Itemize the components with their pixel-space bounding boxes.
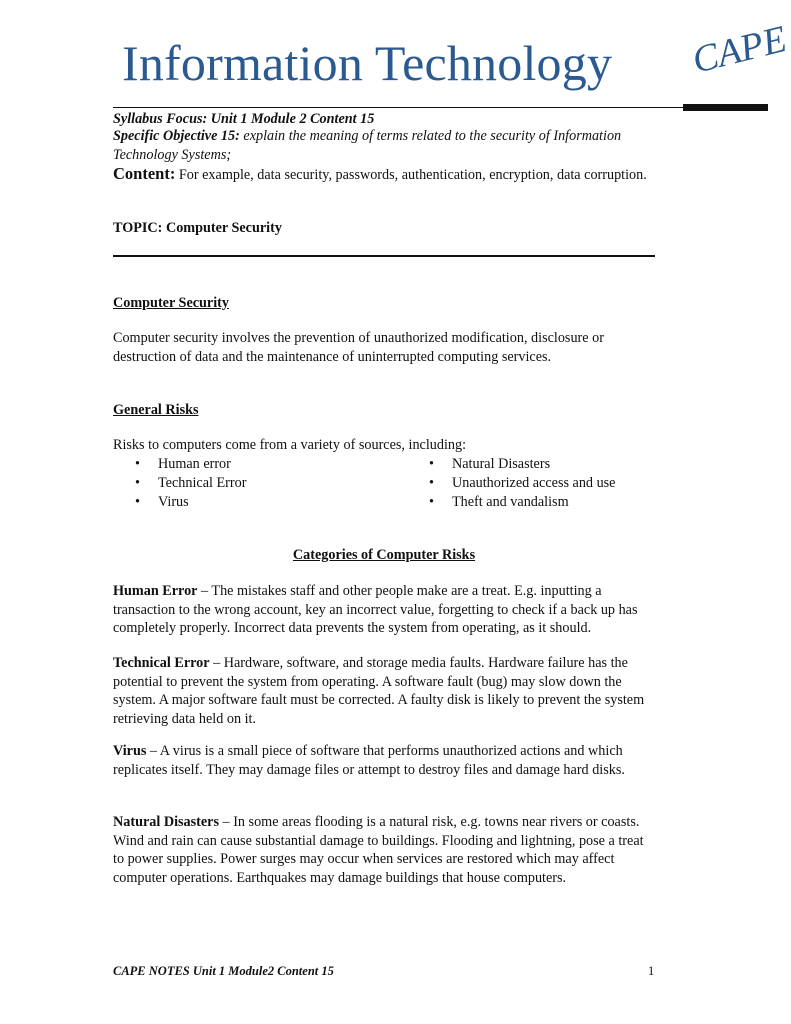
objective-text: explain the meaning of terms related to the security of Information Technology Systems; [113, 128, 622, 163]
category-term: Technical Error [113, 655, 210, 671]
footer-note: CAPE NOTES Unit 1 Module2 Content 15 [113, 964, 334, 978]
content-label: Content: [113, 164, 176, 183]
document-title: Information Technology [122, 35, 613, 91]
category-human-error [113, 582, 658, 638]
category-text: – Hardware, software, and storage media faults. Hardware failure has the potential to prevent the system from operating. A software fault (bug) may slow down the system. A major software fault must be corrected. A faulty disk is likely to prevent the system retrieving data held on it. [113, 655, 645, 727]
category-technical-error [113, 654, 658, 728]
category-term: Natural Disasters [113, 814, 219, 830]
computer-security-heading: Computer Security [113, 295, 229, 311]
category-text: – A virus is a small piece of software that performs unauthorized actions and which replicates itself. They may damage files or attempt to destroy files and damage hard disks. [113, 743, 625, 778]
objective-label: Specific Objective 15: [113, 128, 240, 144]
category-term: Human Error [113, 583, 198, 599]
risk-list-right [407, 455, 615, 512]
bullet-icon: • [429, 494, 434, 510]
general-risks-heading: General Risks [113, 402, 199, 418]
category-virus [113, 742, 658, 779]
content-text: For example, data security, passwords, authentication, encryption, data corruption. [175, 167, 647, 183]
bullet-icon: • [135, 475, 140, 491]
list-item: • Unauthorized access and use [429, 475, 616, 491]
cape-badge: CAPE [688, 17, 791, 82]
list-item: • Virus [135, 494, 189, 510]
categories-heading: Categories of Computer Risks [292, 547, 476, 563]
bullet-icon: • [135, 494, 140, 510]
list-item: • Technical Error [135, 475, 247, 491]
topic-line: TOPIC: Computer Security [113, 220, 282, 236]
list-item: • Theft and vandalism [429, 494, 569, 510]
category-text: – The mistakes staff and other people make are a treat. E.g. inputting a transaction to the wrong account, key an incorrect value, forgetting to check if a back up has completely properly. Incorrect data prevents the system from operating, as it should. [113, 583, 638, 636]
category-natural-disasters [113, 813, 658, 887]
category-term: Virus [113, 743, 147, 759]
computer-security-body: Computer security involves the prevention of unauthorized modification, disclosure or destruction of data and the maintenance of uninterrupted computing services. [113, 330, 604, 365]
bullet-icon: • [429, 456, 434, 472]
header-rule-accent [683, 104, 768, 111]
topic-rule [113, 255, 655, 257]
category-text: – In some areas flooding is a natural risk, e.g. towns near rivers or coasts. Wind and rain can cause substantial damage to buildings. Flooding and lightning, pose a treat to power supplies. Power surges may occur when services are restored which may affect computer operations. Earthquakes may damage buildings that house computers. [113, 814, 644, 886]
bullet-icon: • [429, 475, 434, 491]
syllabus-focus: Syllabus Focus: Unit 1 Module 2 Content 15 [113, 111, 375, 127]
page-number: 1 [648, 964, 655, 978]
general-risks-intro: Risks to computers come from a variety of sources, including: [113, 437, 467, 453]
content-line [113, 165, 658, 185]
risk-list-left [113, 455, 246, 512]
specific-objective [113, 127, 658, 164]
bullet-icon: • [135, 456, 140, 472]
list-item: • Natural Disasters [429, 456, 551, 472]
list-item: • Human error [135, 456, 231, 472]
header-rule [113, 107, 683, 108]
